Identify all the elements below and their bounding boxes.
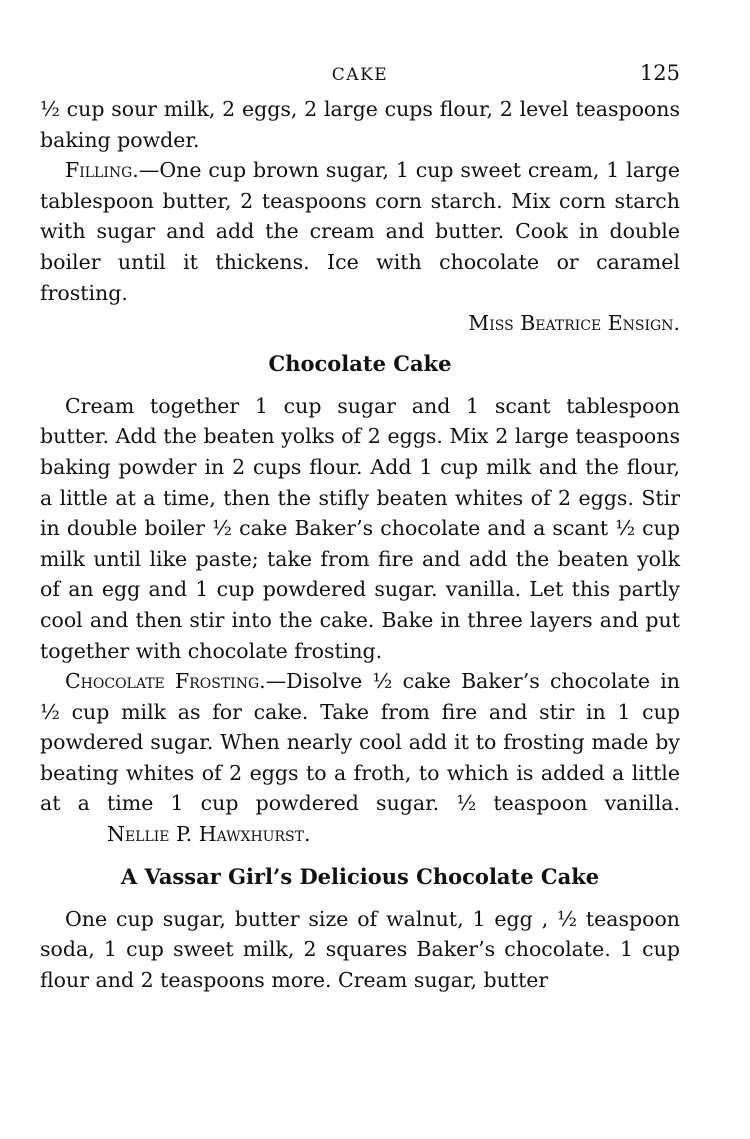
chocolate-cake-body: Cream together 1 cup sugar and 1 scant tablespoon butter. Add the beaten yolks of 2 eggs. Mix 2 large teaspoons baking powder in 2 cups flour. Add 1 cup milk and the flour, a little at a time, then the stifly beaten whites of 2 eggs. Stir in double boiler ½ cake Baker’s chocolate and a scant ½ cup milk until like paste; take from fire and add the beaten yolk of an egg and 1 cup powdered sugar. vanilla. Let this partly cool and then stir into the cake. Bake in three layers and put together with chocolate frosting. [40,393,680,663]
signature-ensign [40,308,680,339]
recipe-title-vassar-cake: A Vassar Girl’s Delicious Chocolate Cake [120,863,600,889]
frosting-label: Chocolate Frosting. [65,669,266,694]
recipe-continuation: ½ cup sour milk, 2 eggs, 2 large cups flour, 2 level teaspoons baking powder. [40,97,680,152]
filling-paragraph [40,155,680,308]
page-number: 125 [639,61,680,85]
running-head [40,56,680,94]
frosting-text: —Disolve ½ cake Baker’s chocolate in ½ cup milk as for cake. Take from fire and stir in 1 cup powdered sugar. When nearly cool add it to frosting made by beating whites of 2 eggs to a froth, to which is added a little at a time 1 cup powdered sugar. ½ teaspoon vanilla. [40,669,680,816]
filling-text: —One cup brown sugar, 1 cup sweet cream, 1 large tablespoon butter, 2 teaspoons corn starch. Mix corn starch with sugar and add the cream and butter. Cook in double boiler until it thickens. Ice with chocolate or caramel frosting. [40,158,680,305]
running-title: CAKE [331,65,389,85]
signature-ensign-text: Miss Beatrice Ensign. [468,311,680,336]
book-page [40,56,680,995]
frosting-paragraph [40,666,680,850]
recipe-title-chocolate-cake: Chocolate Cake [268,350,452,376]
signature-hawxhurst: Nellie P. Hawxhurst. [107,822,311,847]
filling-label: Filling. [65,158,139,183]
vassar-cake-body: One cup sugar, butter size of walnut, 1 egg , ½ teaspoon soda, 1 cup sweet milk, 2 squares Baker’s chocolate. 1 cup flour and 2 teaspoons more. Cream sugar, butter [40,906,680,992]
